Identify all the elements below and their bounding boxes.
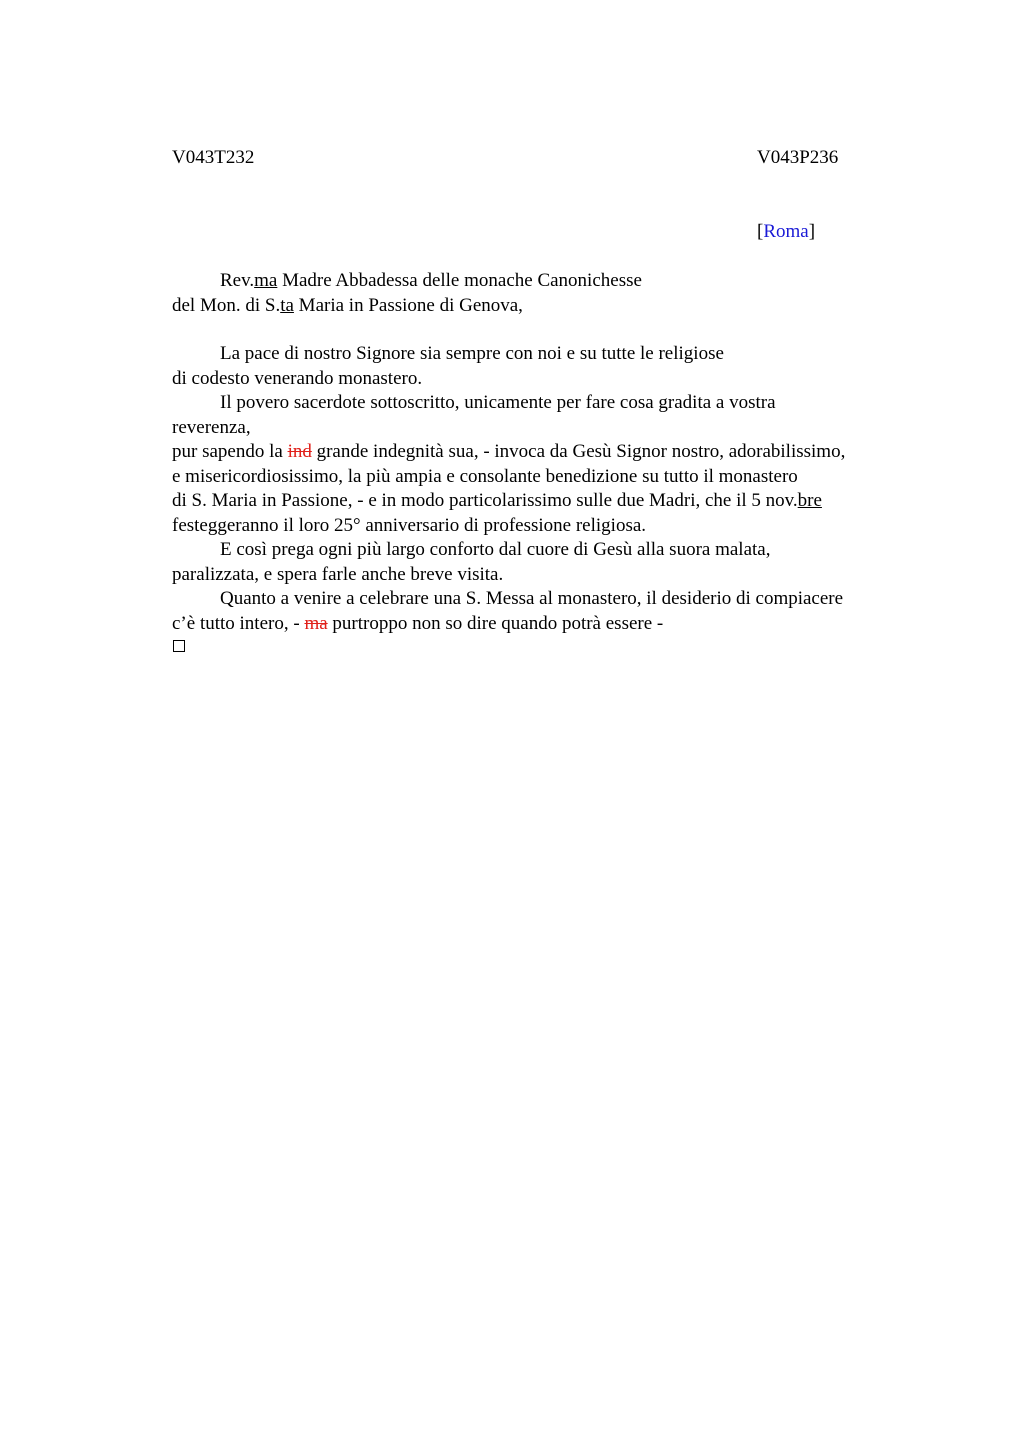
place-close-bracket: ] — [808, 221, 816, 242]
body-line-2: di codesto venerando monastero. — [172, 368, 423, 389]
body-line-5: pur sapendo la ind grande indegnità sua, - invoca da Gesù Signor nostro, adorabilissimo, — [172, 441, 846, 462]
place-annotation — [757, 221, 815, 243]
abbrev-superscript: bre — [797, 490, 822, 511]
address-line-1: Rev.ma Madre Abbadessa delle monache Canonichesse — [220, 270, 642, 291]
deleted-word: ma — [304, 613, 328, 634]
body-line-11: Quanto a venire a celebrare una S. Messa al monastero, il desiderio di compiacere — [220, 588, 844, 609]
abbrev-superscript: ta — [280, 295, 294, 316]
body-line-4: reverenza, — [172, 417, 251, 438]
address-line-2: del Mon. di S.ta Maria in Passione di Genova, — [172, 295, 523, 316]
body-line-1: La pace di nostro Signore sia sempre con noi e su tutte le religiose — [220, 343, 724, 364]
document-code-right: V043P236 — [757, 147, 839, 168]
deleted-word: ind — [287, 441, 312, 462]
body-line-6: e misericordiosissimo, la più ampia e consolante benedizione su tutto il monastero — [172, 466, 798, 487]
place-name: Roma — [763, 221, 809, 242]
body-line-10: paralizzata, e spera farle anche breve visita. — [172, 564, 504, 585]
body-line-12: c’è tutto intero, - ma purtroppo non so dire quando potrà essere - — [172, 613, 664, 634]
place-open-bracket: [ — [757, 221, 764, 242]
empty-checkbox-marker — [173, 640, 185, 652]
body-line-9: E così prega ogni più largo conforto dal cuore di Gesù alla suora malata, — [220, 539, 771, 560]
body-line-7: di S. Maria in Passione, - e in modo particolarissimo sulle due Madri, che il 5 nov.bre — [172, 490, 822, 511]
body-line-3: Il povero sacerdote sottoscritto, unicamente per fare cosa gradita a vostra — [220, 392, 776, 413]
body-line-8: festeggeranno il loro 25° anniversario di professione religiosa. — [172, 515, 647, 536]
abbrev-superscript: ma — [254, 270, 278, 291]
document-code-left: V043T232 — [172, 147, 255, 168]
